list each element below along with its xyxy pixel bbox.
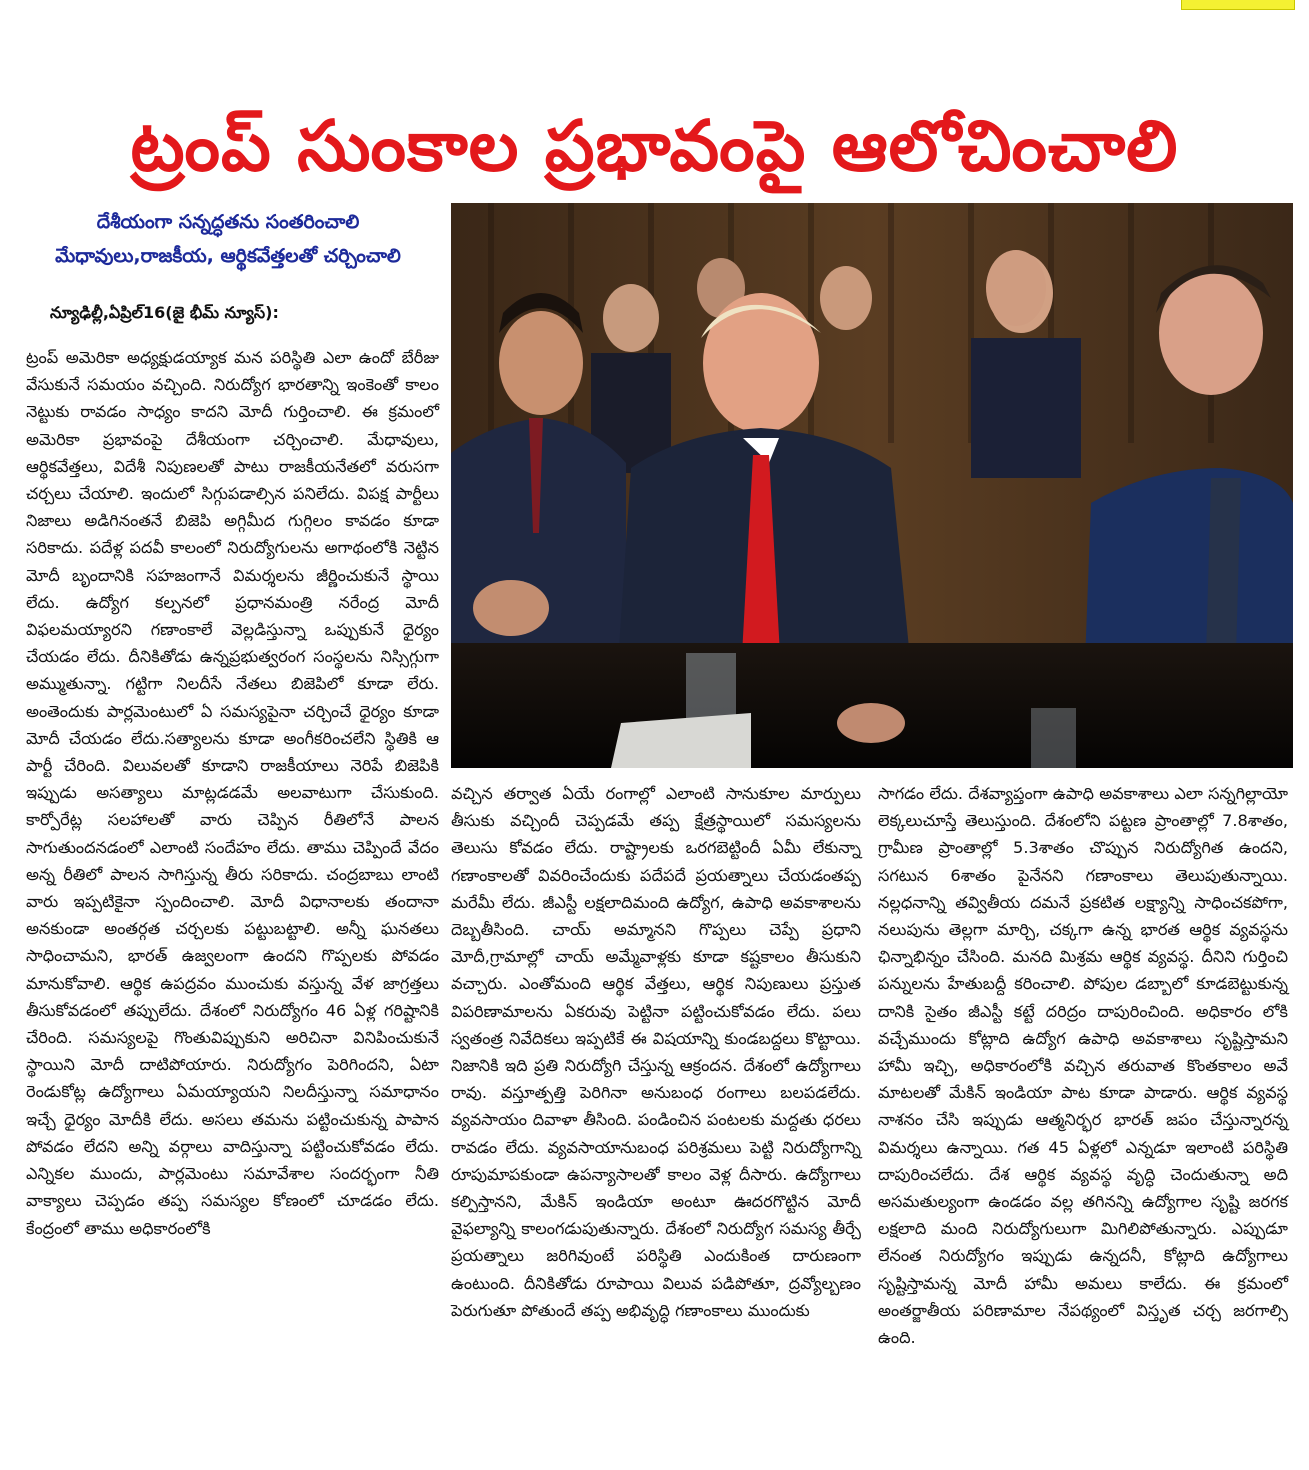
corner-tag xyxy=(1181,0,1295,10)
article-column-3 xyxy=(878,780,1288,1351)
article-text-col1: ట్రంప్ అమెరికా అధ్యక్షుడయ్యాక మన పరిస్థితి ఎలా ఉందో బేరీజు వేసుకునే సమయం వచ్చింది. నిరుద్యోగ భారతాన్ని ఇంకెంతో కాలం నెట్టుకు రావడం సాధ్యం కాదని మోదీ గుర్తించాలి. ఈ క్రమంలో అమెరికా ప్రభావంపై దేశీయంగా చర్చించాలి. మేధావులు, ఆర్థికవేత్తలు, విదేశీ నిపుణలతో పాటు రాజకీయనేతలో వరుసగా చర్చలు చేయాలి. ఇందులో సిగ్గుపడాల్సిన పనిలేదు. విపక్ష పార్టీలు నిజాలు అడిగినంతనే బిజెపి అగ్గిమీద గుగ్గిలం కావడం కూడా సరికాదు. పదేళ్ల పదవీ కాలంలో నిరుద్యోగులను అగాథంలోకి నెట్టిన మోదీ బృందానికి సహజంగానే విమర్శలను జీర్ణించుకునే స్థాయి లేదు. ఉద్యోగ కల్పనలో ప్రధానమంత్రి నరేంద్ర మోదీ విఫలమయ్యారని గణాంకాలే వెల్లడిస్తున్నా ఒప్పుకునే ధైర్యం చేయడం లేదు. దీనికితోడు ఉన్నప్రభుత్వరంగ సంస్థలను నిస్సిగ్గుగా అమ్ముతున్నా. గట్టిగా నిలదీసే నేతలు బిజెపిలో కూడా లేరు. అంతెందుకు పార్లమెంటులో ఏ సమస్యపైనా చర్చించే ధైర్యం కూడా మోదీ చేయడం లేదు.సత్యాలను కూడా అంగీకరించలేని స్థితికి ఆ పార్టీ చేరింది. విలువలతో కూడాని రాజకీయాలు నెరిపే బిజెపికి ఇప్పుడు అసత్యాలు మాట్లడడమే అలవాటుగా చేసుకుంది. కార్పోరేట్ల సలహాలతో వారు చెప్పిన రీతిలోనే పాలన సాగుతుందనడంలో ఎలాంటి సందేహం లేదు. తాము చెప్పిందే వేదం అన్న రీతిలో పాలన సాగిస్తున్న తీరు సరికాదు. చంద్రబాబు లాంటి వారు ఇప్పటికైనా స్పందించాలి. మోదీ విధానాలకు తందానా అనకుండా అంతర్గత చర్చలకు పట్టుబట్టాలి. అన్నీ ఘనతలు సాధించామని, భారత్ ఉజ్వలంగా ఉందని గొప్పలకు పోవడం మానుకోవాలి. ఆర్థిక ఉపద్రవం ముంచుకు వస్తున్న వేళ జాగ్రత్తలు తీసుకోవడంలో తప్పులేదు. దేశంలో నిరుద్యోగం 46 ఏళ్ల గరిష్టానికి చేరింది. సమస్యలపై గొంతువిప్పుకుని అరిచినా వినిపించుకునే స్థాయిని మోదీ దాటిపోయారు. నిరుద్యోగం పెరిగిందని, ఏటా రెండుకోట్ల ఉద్యోగాలు ఏమయ్యాయని నిలదీస్తున్నా సమాధానం ఇచ్చే ధైర్యం మోదీకి లేదు. అసలు తమను పట్టించుకున్న పాపాన పోవడం లేదని అన్ని వర్గాలు వాదిస్తున్నా పట్టించుకోవడం లేదు. ఎన్నికల ముందు, పార్లమెంటు సమావేశాల సందర్భంగా నీతి వాక్యాలు చెప్పడం తప్ప సమస్యల కోణంలో చూడడం లేదు. కేంద్రంలో తాము అధికారంలోకి xyxy=(26,348,439,1238)
dateline: న్యూఢిల్లీ,ఏప్రిల్16(జై భీమ్ న్యూస్): xyxy=(50,303,279,322)
headline: ట్రంప్ సుంకాల ప్రభావంపై ఆలోచించాలి xyxy=(130,104,1179,187)
subheading-1: దేశీయంగా సన్నద్ధతను సంతరించాలి xyxy=(96,211,360,233)
subheading-2: మేధావులు,రాజకీయ, ఆర్థికవేత్తలతో చర్చించాలి xyxy=(55,245,401,267)
article-column-1 xyxy=(26,344,439,1242)
article-column-2 xyxy=(451,780,861,1324)
news-photo-illustration xyxy=(451,203,1293,768)
article-text-col2: వచ్చిన తర్వాత ఏయే రంగాల్లో ఎలాంటి సానుకూల మార్పులు తీసుకు వచ్చిందీ చెప్పడమే తప్ప క్షేత్రస్థాయిలో సమస్యలను తెలుసు కోవడం లేదు. రాష్ట్రాలకు ఒరగబెట్టిందీ ఏమీ లేకున్నా గణాంకాలతో వివరించేందుకు పదేపదే ప్రయత్నాలు చేయడంతప్ప మరేమీ లేదు. జీఎస్టీ లక్షలాదిమంది ఉద్యోగ, ఉపాధి అవకాశాలను దెబ్బతీసింది. చాయ్ అమ్మానని గొప్పలు చెప్పే ప్రధాని మోదీ,గ్రామాల్లో చాయ్ అమ్మేవాళ్లకు కూడా కష్టకాలం తీసుకుని వచ్చారు. ఎంతోమంది ఆర్థిక వేత్తలు, ఆర్థిక నిపుణులు ప్రస్తుత విపరిణామాలను ఏకరువు పెట్టినా పట్టించుకోవడం లేదు. పలు స్వతంత్ర నివేదికలు ఇప్పటికే ఈ విషయాన్ని కుండబద్దలు కొట్టాయి. నిజానికి ఇది ప్రతి నిరుద్యోగి చేస్తున్న ఆక్రందన. దేశంలో ఉద్యోగాలు రావు. వస్తూత్పత్తి పెరిగినా అనుబంధ రంగాలు బలపడలేదు. వ్యవసాయం దివాళా తీసింది. పండించిన పంటలకు మద్దతు ధరలు రావడం లేదు. వ్యవసాయానుబంధ పరిశ్రమలు పెట్టి నిరుద్యోగాన్ని రూపుమాపకుండా ఉపన్యాసాలతో కాలం వెళ్ల దీసారు. ఉద్యోగాలు కల్పిస్తానని, మేకిన్ ఇండియా అంటూ ఊదరగొట్టిన మోదీ వైఫల్యాన్ని కాలంగడుపుతున్నారు. దేశంలో నిరుద్యోగ సమస్య తీర్చే ప్రయత్నాలు జరిగివుంటే పరిస్థితి ఎందుకింత దారుణంగా ఉంటుంది. దీనికితోడు రూపాయి విలువ పడిపోతూ, ద్రవ్యోల్బణం పెరుగుతూ పోతుందే తప్ప అభివృద్ధి గణాంకాలు ముందుకు xyxy=(451,784,861,1320)
news-photo xyxy=(451,203,1293,768)
article-text-col3: సాగడం లేదు. దేశవ్యాప్తంగా ఉపాధి అవకాశాలు ఎలా సన్నగిల్లాయో లెక్కలుచూస్తే తెలుస్తుంది. దేశంలోని పట్టణ ప్రాంతాల్లో 7.8శాతం, గ్రామీణ ప్రాంతాల్లో 5.3శాతం చొప్పున నిరుద్యోగిత ఉందని, సగటున 6శాతం పైనేనని గణాంకాలు తెలుపుతున్నాయి. నల్లధనాన్ని తవ్వితీయ దమనే ప్రకటిత లక్ష్యాన్ని సాధించకపోగా, నలుపును తెల్లగా మార్చి, చక్కగా ఉన్న భారత ఆర్థిక వ్యవస్థను ఛిన్నాభిన్నం చేసింది. మనది మిశ్రమ ఆర్థిక వ్యవస్థ. దీనిని గుర్తించి పన్నులను హేతుబద్దీ కరించాలి. పోపుల డబ్బాలో కూడబెట్టుకున్న దానికి సైతం జీఎస్టీ కట్టే దరిద్రం దాపురించింది. అధికారం లోకి వచ్చేముందు కోట్లాది ఉద్యోగ ఉపాధి అవకాశాలు సృష్టిస్తామని హామీ ఇచ్చి, అధికారంలోకి వచ్చిన తరువాత కొంతకాలం అవే మాటలతో మేకిన్ ఇండియా పాట కూడా పాడారు. ఆర్థిక వ్యవస్థ నాశనం చేసి ఇప్పుడు ఆత్మనిర్భర భారత్ జపం చేస్తున్నారన్న విమర్శలు ఉన్నాయి. గత 45 ఏళ్లలో ఎన్నడూ ఇలాంటి పరిస్థితి దాపురించలేదు. దేశ ఆర్థిక వ్యవస్థ వృద్ధి చెందుతున్నా అది అసమతుల్యంగా ఉండడం వల్ల తగినన్ని ఉద్యోగాల సృష్టి జరగక లక్షలాది మంది నిరుద్యోగులుగా మిగిలిపోతున్నారు. ఎప్పుడూ లేనంత నిరుద్యోగం ఇప్పుడు ఉన్నదనీ, కోట్లాది ఉద్యోగాలు సృష్టిస్తామన్న మోదీ హామీ అమలు కాలేదు. ఈ క్రమంలో అంతర్జాతీయ పరిణామాల నేపథ్యంలో విస్తృత చర్చ జరగాల్సి ఉంది. xyxy=(878,784,1288,1348)
